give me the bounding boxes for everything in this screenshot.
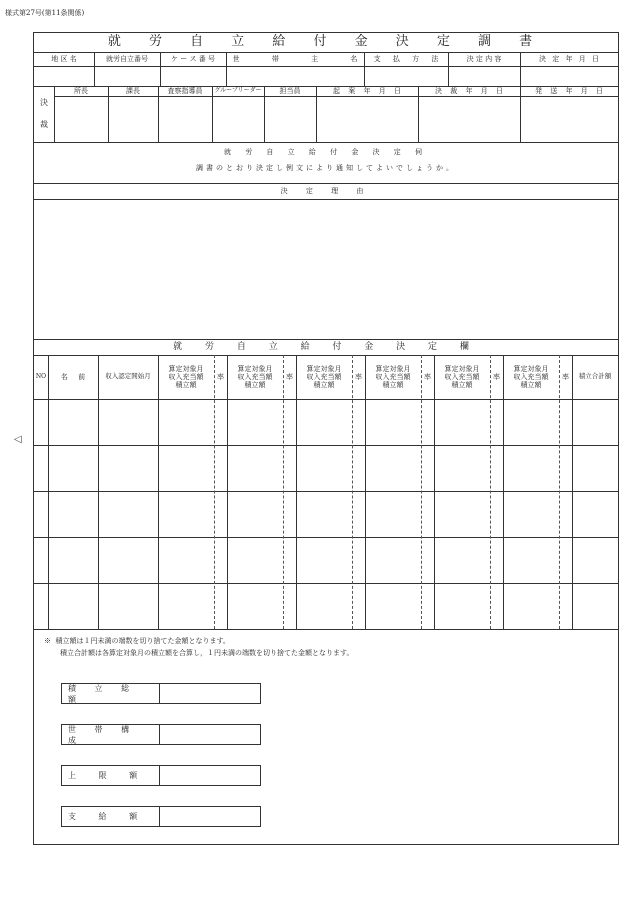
col-period-2: [227, 355, 283, 399]
calc-month-label: 算定対象月: [168, 364, 204, 373]
note-line-1: 積立額は１円未満の端数を切り捨てた金額となります。: [55, 637, 230, 645]
draft-date-label: 起 案 年 月 日: [333, 86, 401, 95]
col-period-6: [503, 355, 559, 399]
savings-label: 積立額: [175, 381, 197, 390]
col-period-3: [296, 355, 352, 399]
form-number: 様式第27号(第11条関係): [5, 9, 85, 17]
group-leader-label: グループリーダー: [214, 86, 262, 94]
savings-label: 積立額: [244, 381, 266, 390]
approval-label: 決裁: [40, 98, 48, 129]
side-marker: ◁: [14, 434, 22, 445]
decision-content-label: 決 定 内 容: [466, 54, 502, 63]
upper-limit-label: 上 限 額: [62, 766, 160, 785]
area-name-label: 地 区 名: [51, 54, 77, 63]
col-rate-1: 率: [217, 372, 224, 381]
col-rate-6: 率: [562, 372, 569, 381]
income-amount-label: 収入充当額: [375, 372, 411, 381]
reason-area[interactable]: [34, 199, 618, 339]
decision-date-label: 決 定 年 月 日: [539, 54, 599, 63]
section-chief-label: 課長: [126, 86, 140, 95]
savings-label: 積立額: [382, 381, 404, 390]
income-amount-label: 収入充当額: [444, 372, 480, 381]
note-line-2: 積立合計額は各算定対象月の積立額を合算し，１円未満の端数を切り捨てた金額となります。: [60, 649, 354, 657]
savings-label: 積立額: [451, 381, 473, 390]
income-amount-label: 収入充当額: [168, 372, 204, 381]
caseworker-label: 担当員: [279, 86, 301, 95]
director-label: 所長: [74, 86, 88, 95]
case-number-label: ケ ー ス 番 号: [171, 54, 215, 63]
calc-month-label: 算定対象月: [444, 364, 480, 373]
income-amount-label: 収入充当額: [513, 372, 549, 381]
col-name: 名 前: [60, 372, 86, 381]
calc-month-label: 算定対象月: [513, 364, 549, 373]
note-mark: ※: [44, 637, 51, 645]
payment-method-label: 支 払 方 法: [373, 54, 439, 63]
col-period-5: [434, 355, 490, 399]
reason-title: 決 定 理 由: [280, 186, 372, 195]
savings-label: 積立額: [520, 381, 542, 390]
household-head-label: 世 帯 主 名: [232, 54, 358, 63]
col-period-1: [158, 355, 214, 399]
form-title: 就 労 自 立 給 付 金 決 定 調 書: [107, 34, 545, 50]
benefit-section-title: 就 労 自 立 給 付 金 決 定 欄: [173, 341, 479, 352]
col-rate-5: 率: [493, 372, 500, 381]
col-rate-2: 率: [286, 372, 293, 381]
col-income-start: 収入認定開始月: [105, 372, 151, 381]
inspector-label: 査察指導員: [167, 86, 203, 95]
col-rate-4: 率: [424, 372, 431, 381]
calc-month-label: 算定対象月: [237, 364, 273, 373]
col-total: 積立合計額: [578, 372, 612, 381]
savings-label: 積立額: [313, 381, 335, 390]
inquiry-line-1: 就 労 自 立 給 付 金 決 定 伺: [223, 147, 429, 156]
total-savings-box: [61, 683, 261, 704]
calc-month-label: 算定対象月: [375, 364, 411, 373]
id-number-label: 就労自立番号: [106, 54, 148, 63]
col-no: NO: [35, 372, 47, 380]
payment-amount-box: [61, 806, 261, 827]
total-savings-label: 積 立 総 額: [62, 684, 160, 703]
decision-form: [33, 32, 619, 845]
income-amount-label: 収入充当額: [306, 372, 342, 381]
payment-amount-label: 支 給 額: [62, 807, 160, 826]
col-period-4: [365, 355, 421, 399]
notes: [44, 635, 353, 659]
calc-month-label: 算定対象月: [306, 364, 342, 373]
approval-date-label: 決 裁 年 月 日: [435, 86, 503, 95]
col-rate-3: 率: [355, 372, 362, 381]
send-date-label: 発 送 年 月 日: [535, 86, 603, 95]
upper-limit-box: [61, 765, 261, 786]
household-composition-box: [61, 724, 261, 745]
income-amount-label: 収入充当額: [237, 372, 273, 381]
inquiry-line-2: 調書のとおり決定し例文により通知してよいでしょうか。: [196, 163, 456, 172]
household-composition-label: 世 帯 構 成: [62, 725, 160, 744]
